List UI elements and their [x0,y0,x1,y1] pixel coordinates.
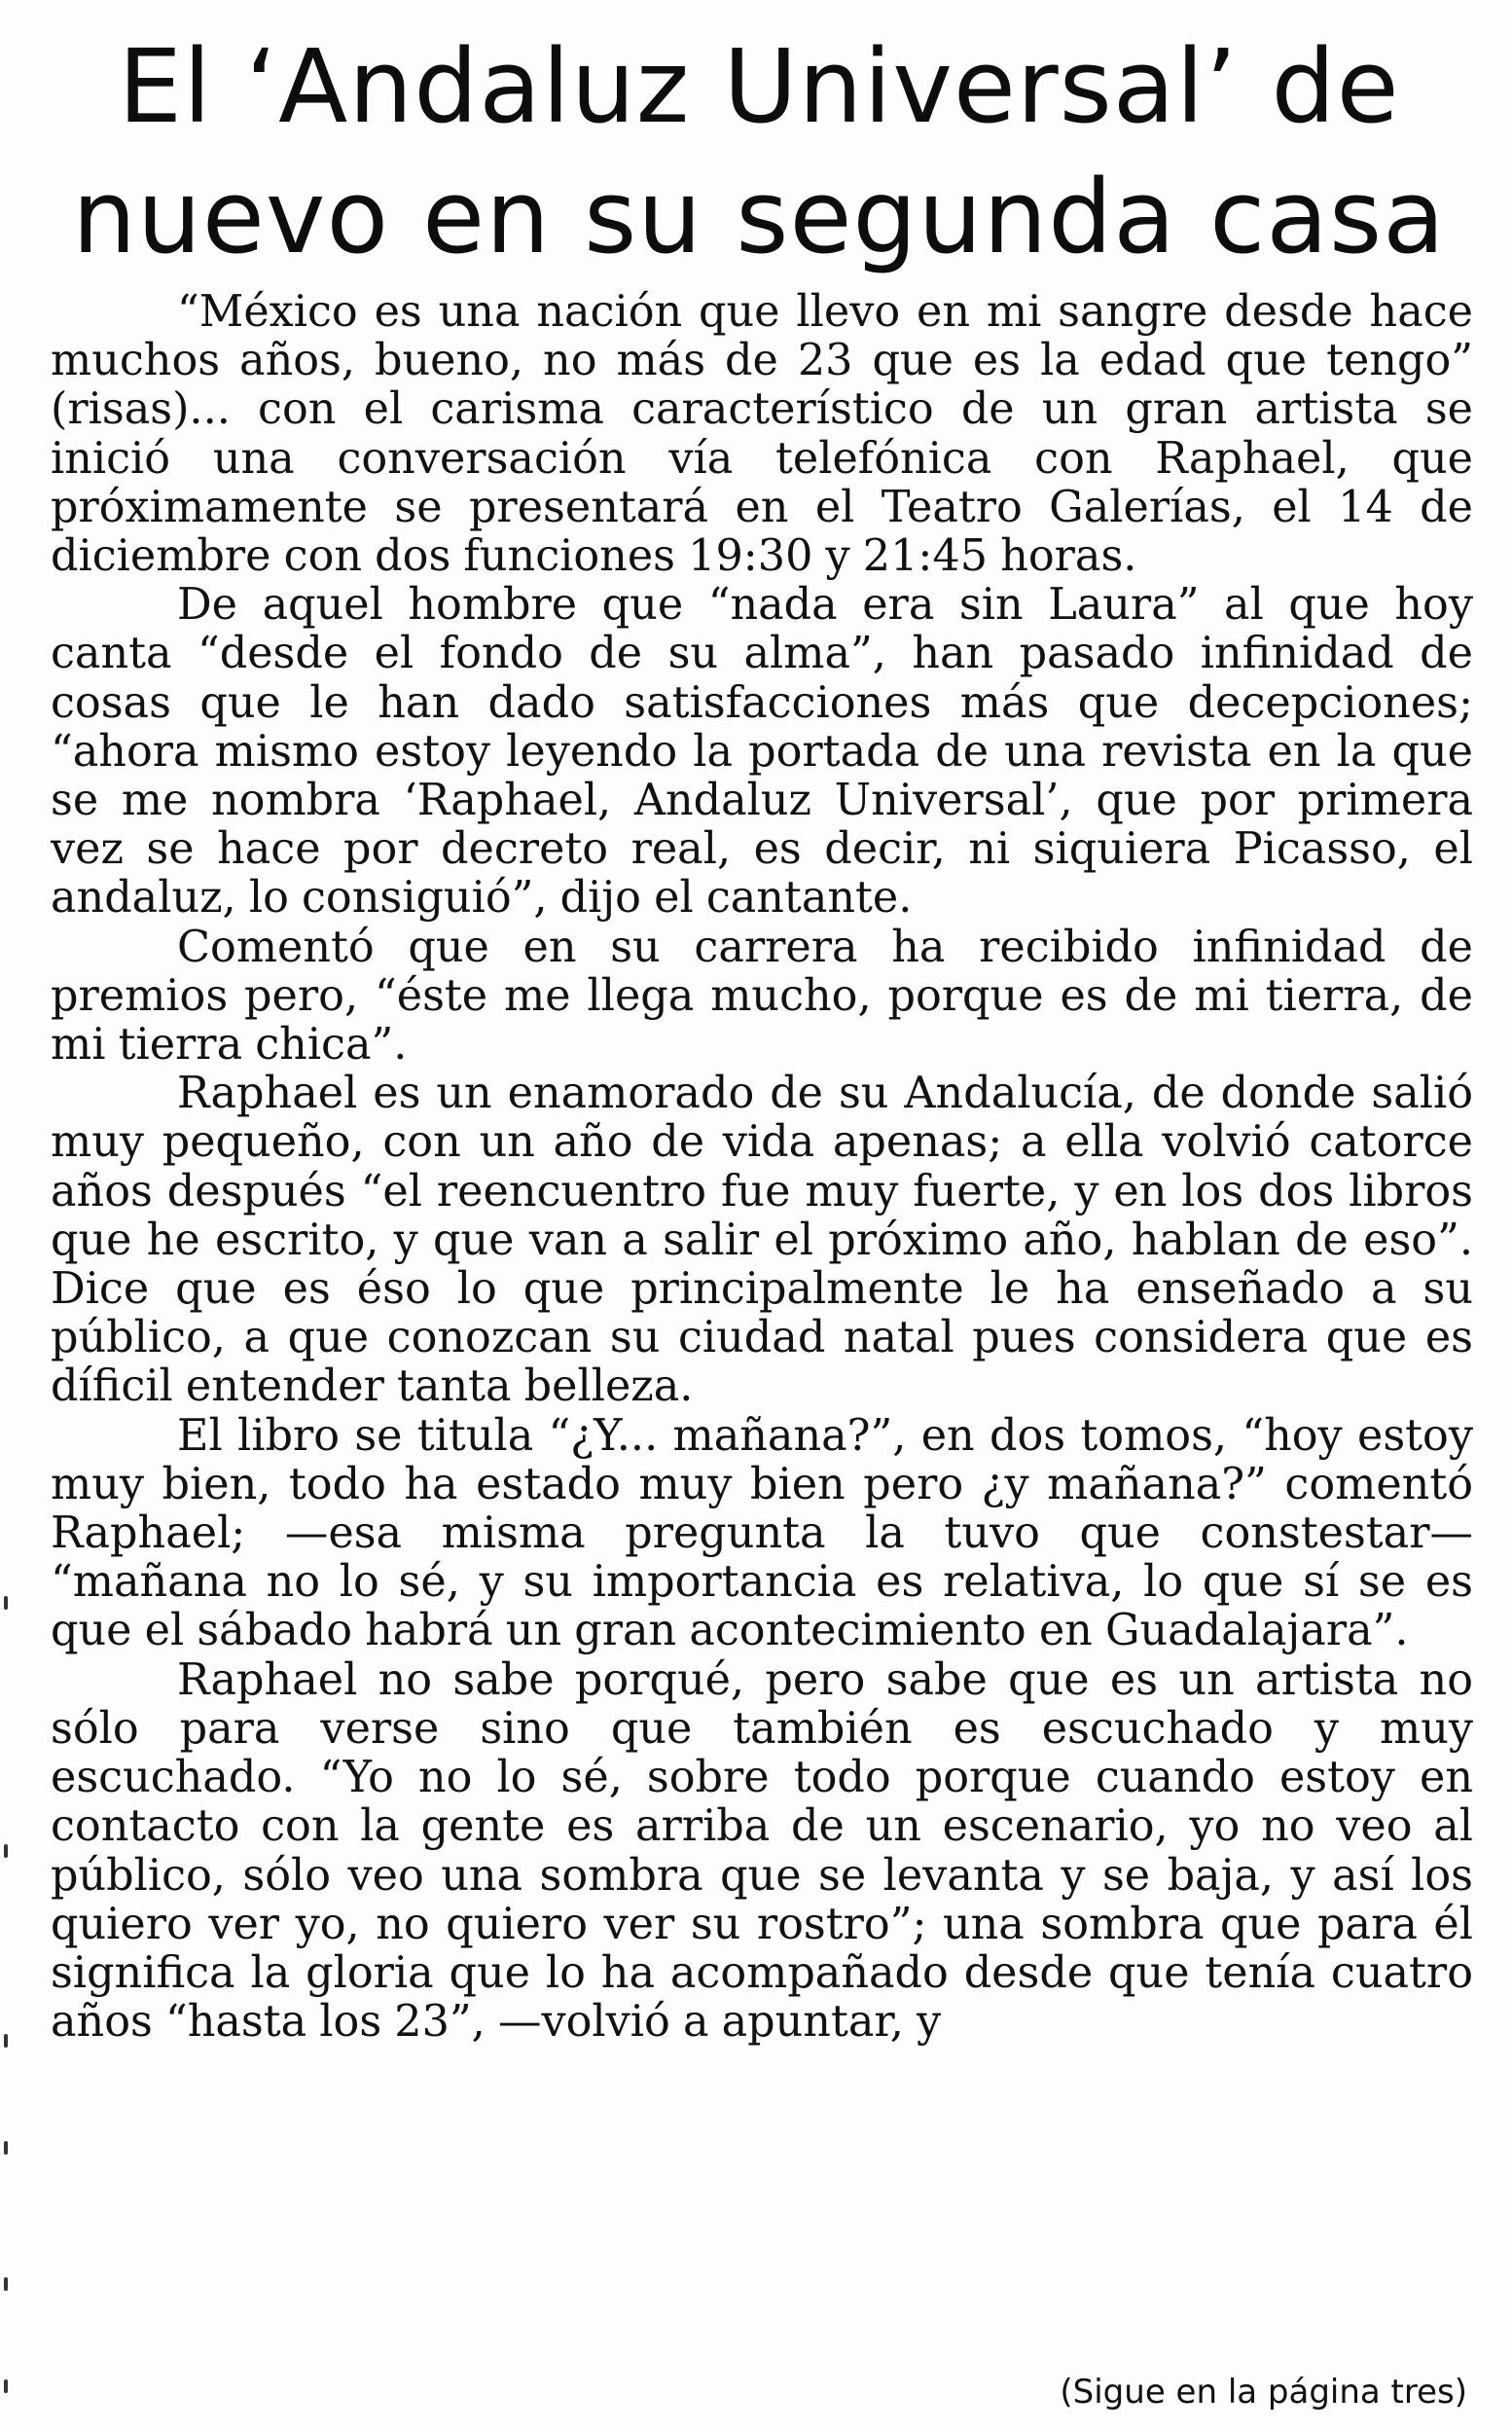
scan-speck [4,2379,8,2393]
article-paragraph: Raphael no sabe porqué, pero sabe que es un artista no sólo para verse sino que también es escuchado y muy escuchado. “Yo no lo sé, sobre todo porque cuando estoy en contacto con la gente es arriba de un escenario, yo no veo al público, sólo veo una sombra que se levanta y se baja, y así los quiero ver yo, no quiero ver su rostro”; una sombra que para él significa la gloria que lo ha acompañado desde que tenía cuatro años “hasta los 23”, —volvió a apuntar, y [51,1654,1473,2048]
headline-line-2: nuevo en su segunda casa [72,158,1446,276]
scan-speck [4,2141,8,2155]
headline-line-1: El ‘Andaluz Universal’ de [118,27,1400,146]
headline [68,21,1450,282]
article-paragraph: “México es una nación que llevo en mi sangre desde hace muchos años, bueno, no más de 23 que es la edad que tengo” (risas)... con el carisma característico de un gran artista se inició una conversación vía telefónica con Raphael, que próximamente se presentará en el Teatro Galerías, el 14 de diciembre con dos funciones 19:30 y 21:45 horas. [51,287,1473,582]
article-paragraph: Comentó que en su carrera ha recibido infinidad de premios pero, “éste me llega mucho, porque es de mi tierra, de mi tierra chica”. [51,922,1473,1071]
scan-speck [4,2277,8,2291]
article-body [51,288,1473,2047]
article-paragraph: El libro se titula “¿Y... mañana?”, en dos tomos, “hoy estoy muy bien, todo ha estado muy bien pero ¿y mañana?” comentó Raphael; —esa misma pregunta la tuvo que constestar— “mañana no lo sé, y su importancia es relativa, lo que sí se es que el sábado habrá un gran acontecimiento en Guadalajara”. [51,1410,1473,1656]
article-paragraph: De aquel hombre que “nada era sin Laura” al que hoy canta “desde el fondo de su alma”, han pasado infinidad de cosas que le han dado satisfacciones más que decepciones; “ahora mismo estoy leyendo la portada de una revista en la que se me nombra ‘Raphael, Andaluz Universal’, que por primera vez se hace por decreto real, es decir, ni siquiera Picasso, el andaluz, lo consiguió”, dijo el cantante. [51,580,1473,924]
scan-speck [4,2034,8,2048]
continuation-note: (Sigue en la página tres) [1060,2373,1467,2412]
scan-speck [4,1844,8,1858]
article-paragraph: Raphael es un enamorado de su Andalucía, de donde salió muy pequeño, con un año de vida apenas; a ella volvió catorce años después “el reencuentro fue muy fuerte, y en los dos libros que he escrito, y que van a salir el próximo año, hablan de eso”. Dice que es éso lo que principalmente le ha enseñado a su público, a que conozcan su ciudad natal pues considera que es díficil entender tanta belleza. [51,1069,1473,1412]
scan-speck [4,1596,8,1610]
